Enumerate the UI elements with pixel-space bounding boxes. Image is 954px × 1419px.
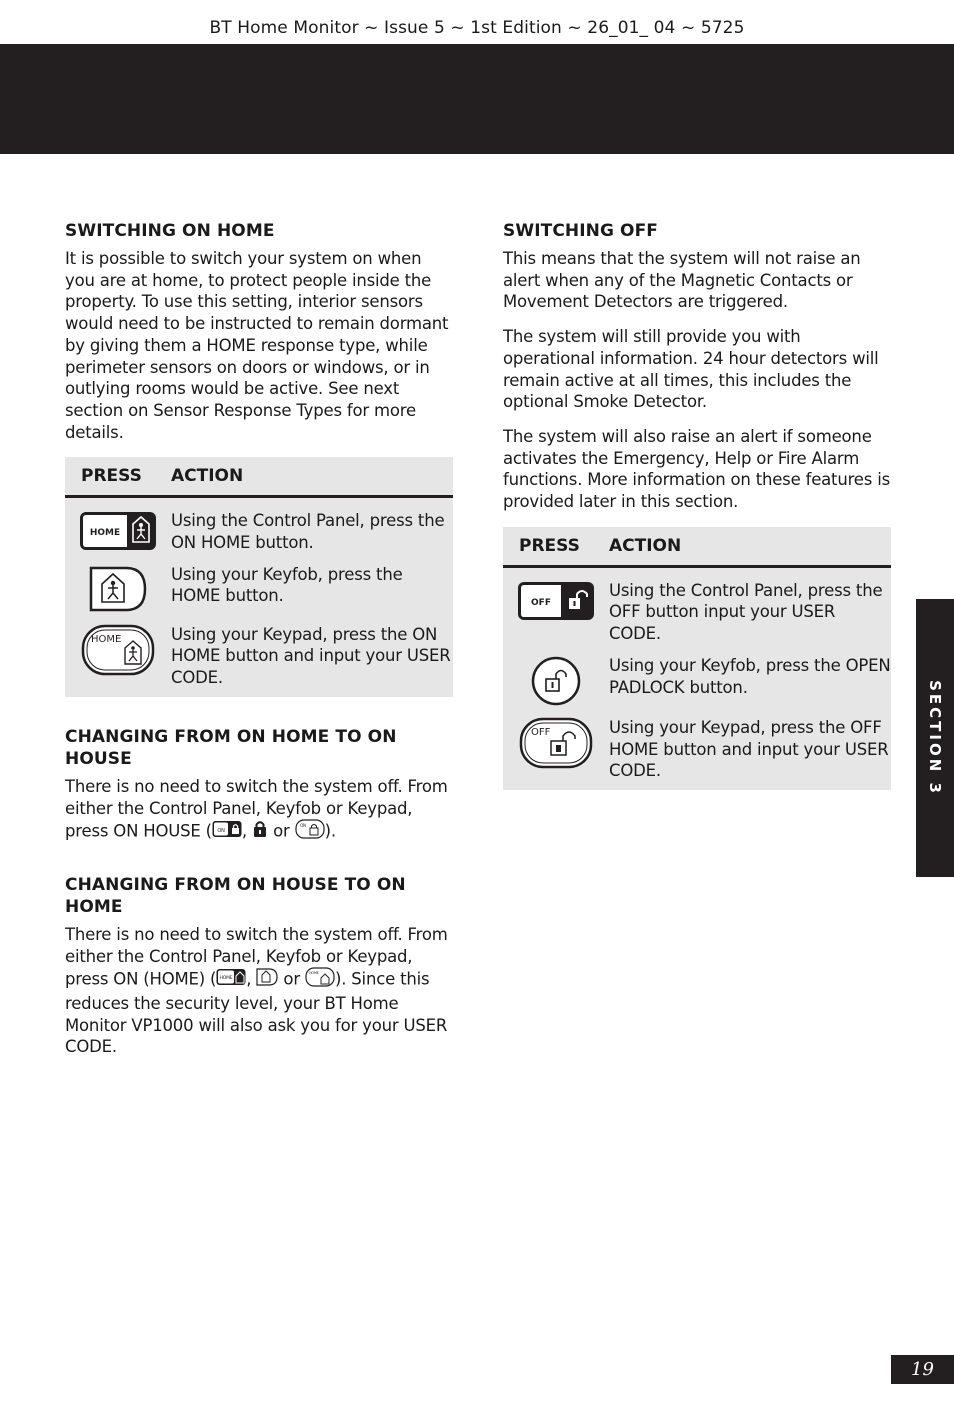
action-text: Using your Keypad, press the OFF HOME button and input your USER CODE. <box>609 717 889 781</box>
table-header <box>65 457 453 498</box>
control-panel-on-button-icon <box>212 820 242 844</box>
paragraph-switching-off-3: The system will also raise an alert if someone activates the Emergency, Help or Fire Alarm functions. More information on these features is provided later in this section. <box>503 426 890 512</box>
svg-text:ON: ON <box>217 828 225 835</box>
action-text: Using your Keypad, press the ON HOME button and input your USER CODE. <box>171 624 451 688</box>
action-text: Using your Keyfob, press the OPEN PADLOCK button. <box>609 655 891 697</box>
col-press-header: PRESS <box>519 535 580 556</box>
heading-switching-off: SWITCHING OFF <box>503 221 659 241</box>
keypad-on-button-icon <box>295 819 325 845</box>
control-panel-home-small-icon <box>216 968 246 992</box>
keyfob-closed-padlock-icon <box>252 820 268 844</box>
table-row <box>65 498 453 553</box>
col-action-header: ACTION <box>609 535 682 556</box>
keyfob-home-small-icon <box>256 967 278 993</box>
left-column <box>65 220 453 1058</box>
control-panel-home-button-icon <box>65 510 171 552</box>
paragraph-switching-off-1: This means that the system will not raise an alert when any of the Magnetic Contacts or Movement Detectors are triggered. <box>503 249 861 312</box>
keypad-home-small-icon <box>305 967 335 993</box>
keyfob-home-button-icon <box>65 564 171 614</box>
right-column <box>503 220 891 790</box>
action-text: Using the Control Panel, press the OFF button input your USER CODE. <box>609 580 883 644</box>
paragraph-switching-off-2: The system will still provide you with operational information. 24 hour detectors will remain active at all times, this includes the optional Smoke Detector. <box>503 327 879 412</box>
svg-text:ON: ON <box>299 823 306 829</box>
svg-text:HOME: HOME <box>89 528 121 539</box>
heading-switching-on-home: SWITCHING ON HOME <box>65 221 275 241</box>
action-text: Using the Control Panel, press the ON HOME button. <box>171 511 445 553</box>
svg-text:OFF: OFF <box>531 597 551 608</box>
paragraph-home-to-house: There is no need to switch the system off. From either the Control Panel, Keyfob or Keypad, press ON HOUSE ( ON , or ON ). <box>65 776 453 845</box>
action-text: Using your Keyfob, press the HOME button. <box>171 564 403 606</box>
section-tab <box>916 599 954 877</box>
press-action-table-home <box>65 457 453 697</box>
header-band <box>0 44 954 154</box>
keypad-off-button-icon <box>503 717 609 769</box>
table-row <box>65 614 453 689</box>
heading-home-to-house: CHANGING FROM ON HOME TO ON HOUSE <box>65 726 397 769</box>
table-row <box>503 568 891 645</box>
svg-text:HOME: HOME <box>91 633 122 645</box>
heading-house-to-home: CHANGING FROM ON HOUSE TO ON HOME <box>65 874 406 917</box>
col-press-header: PRESS <box>81 466 142 487</box>
table-header <box>503 527 891 568</box>
col-action-header: ACTION <box>171 466 244 487</box>
paragraph-switching-on-home: It is possible to switch your system on when you are at home, to protect people inside the property. To use this setting, interior sensors would need to be instructed to remain dormant by giving them a HOME response type, while perimeter sensors on doors or windows, or in outlying rooms would be active. See next section on Sensor Response Types for more details. <box>65 249 449 442</box>
svg-text:HOME: HOME <box>219 976 233 982</box>
section-tab-label: SECTION 3 <box>926 680 944 796</box>
page-number: 19 <box>891 1355 954 1384</box>
table-row <box>503 645 891 707</box>
table-row <box>503 707 891 782</box>
paragraph-house-to-home: There is no need to switch the system off. From either the Control Panel, Keyfob or Keypad, press ON (HOME) ( HOME , or HOME ). Since this reduces the security level, your BT Home Monitor VP1000 will also ask you for your USER CODE. <box>65 924 448 1057</box>
svg-text:HOME: HOME <box>308 971 319 976</box>
table-row <box>65 554 453 614</box>
press-action-table-off <box>503 527 891 790</box>
svg-text:OFF: OFF <box>531 726 551 738</box>
document-header: BT Home Monitor ~ Issue 5 ~ 1st Edition ~ 26_01_ 04 ~ 5725 <box>209 18 745 38</box>
keypad-home-button-icon <box>65 624 171 676</box>
control-panel-off-button-icon <box>503 580 609 622</box>
keyfob-open-padlock-icon <box>503 655 609 707</box>
